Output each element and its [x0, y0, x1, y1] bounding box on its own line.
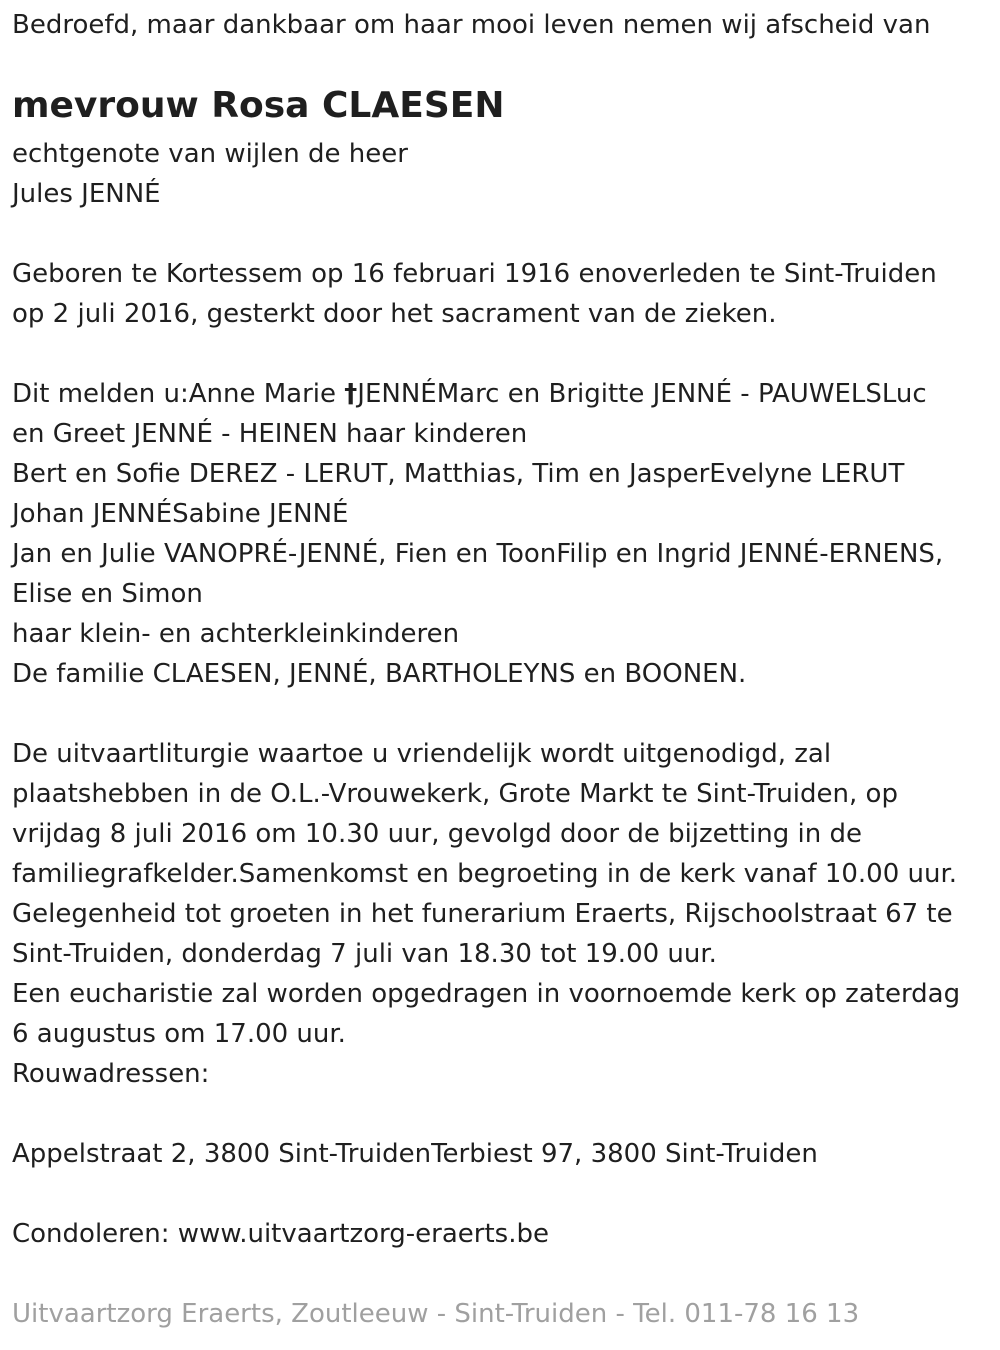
family-section: [12, 374, 943, 694]
condolences-link[interactable]: Condoleren: www.uitvaartzorg-eraerts.be: [12, 1219, 549, 1249]
intro-text: Bedroefd, maar dankbaar om haar mooi leven nemen wij afscheid van: [12, 10, 931, 40]
family-text: Dit melden u:Anne Marie: [12, 379, 345, 409]
birth-death-section: [12, 254, 937, 334]
funeral-line: plaatshebben in de O.L.-Vrouwekerk, Grote Markt te Sint-Truiden, op: [12, 779, 898, 809]
funeral-home-footer: Uitvaartzorg Eraerts, Zoutleeuw - Sint-Truiden - Tel. 011-78 16 13: [12, 1299, 860, 1329]
family-line: Elise en Simon: [12, 579, 203, 609]
funeral-line: Een eucharistie zal worden opgedragen in voornoemde kerk op zaterdag: [12, 979, 961, 1009]
spouse-line: Jules JENNÉ: [12, 179, 161, 209]
cross-icon: †: [344, 379, 358, 409]
funeral-line: Rouwadressen:: [12, 1059, 210, 1089]
mourning-addresses: Appelstraat 2, 3800 Sint-TruidenTerbiest 97, 3800 Sint-Truiden: [12, 1139, 818, 1169]
family-text: JENNÉMarc en Brigitte JENNÉ - PAUWELSLuc: [357, 379, 927, 409]
birth-line: Geboren te Kortessem op 16 februari 1916 enoverleden te Sint-Truiden: [12, 259, 937, 289]
funeral-line: De uitvaartliturgie waartoe u vriendelijk wordt uitgenodigd, zal: [12, 739, 832, 769]
birth-line: op 2 juli 2016, gesterkt door het sacrament van de zieken.: [12, 299, 777, 329]
funeral-line: Gelegenheid tot groeten in het funerarium Eraerts, Rijschoolstraat 67 te: [12, 899, 953, 929]
funeral-line: vrijdag 8 juli 2016 om 10.30 uur, gevolgd door de bijzetting in de: [12, 819, 863, 849]
family-line-with-cross: [12, 374, 943, 414]
family-line: Johan JENNÉSabine JENNÉ: [12, 499, 349, 529]
funeral-line: 6 augustus om 17.00 uur.: [12, 1019, 346, 1049]
family-line: Bert en Sofie DEREZ - LERUT, Matthias, Tim en JasperEvelyne LERUT: [12, 459, 905, 489]
funeral-section: [12, 734, 960, 1094]
spouse-section: [12, 134, 408, 214]
funeral-line: Sint-Truiden, donderdag 7 juli van 18.30 tot 19.00 uur.: [12, 939, 717, 969]
spouse-line: echtgenote van wijlen de heer: [12, 139, 408, 169]
funeral-line: familiegrafkelder.Samenkomst en begroeting in de kerk vanaf 10.00 uur.: [12, 859, 958, 889]
family-line: Jan en Julie VANOPRÉ-JENNÉ, Fien en ToonFilip en Ingrid JENNÉ-ERNENS,: [12, 539, 944, 569]
family-line: en Greet JENNÉ - HEINEN haar kinderen: [12, 419, 528, 449]
family-line: De familie CLAESEN, JENNÉ, BARTHOLEYNS en BOONEN.: [12, 659, 747, 689]
deceased-name: mevrouw Rosa CLAESEN: [12, 85, 505, 126]
family-line: haar klein- en achterkleinkinderen: [12, 619, 460, 649]
